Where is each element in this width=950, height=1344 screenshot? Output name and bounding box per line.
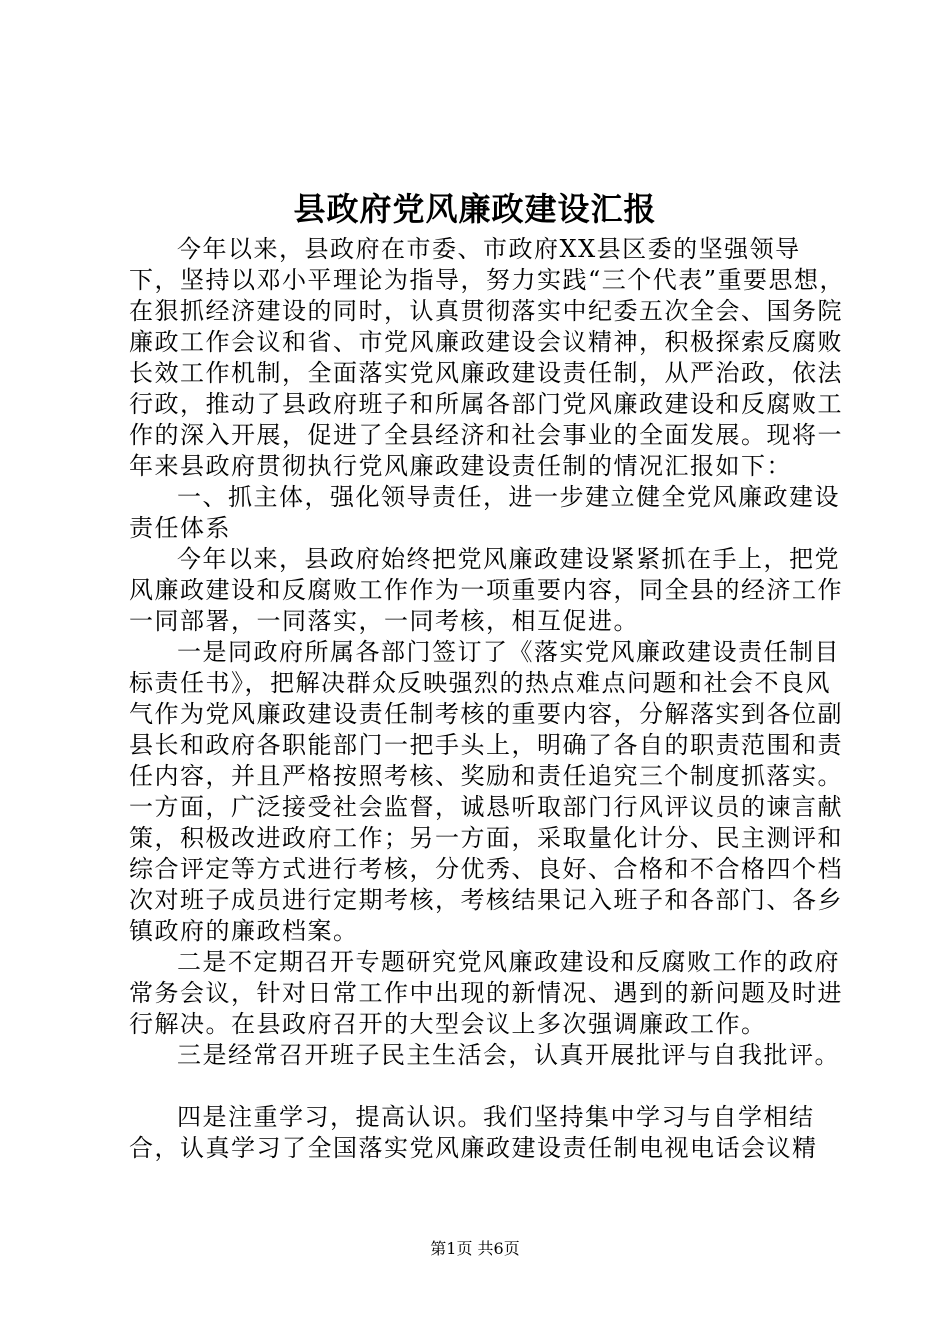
document-title: 县政府党风廉政建设汇报 <box>293 190 657 228</box>
paragraph-intro: 今年以来，县政府在市委、市政府XX县区委的坚强领导下，坚持以邓小平理论为指导，努力实践“三个代表”重要思想，在狠抓经济建设的同时，认真贯彻落实中纪委五次全会、国务院廉政工作会议和省、市党风廉政建设会议精神，积极探索反腐败长效工作机制，全面落实党风廉政建设责任制，从严治政，依法行政，推动了县政府班子和所属各部门党风廉政建设和反腐败工作的深入开展，促进了全县经济和社会事业的全面发展。现将一年来县政府贯彻执行党风廉政建设责任制的情况汇报如下： <box>129 235 846 480</box>
section-heading-1: 一、抓主体，强化领导责任，进一步建立健全党风廉政建设责任体系 <box>129 483 840 542</box>
paragraph-point-4: 四是注重学习，提高认识。我们坚持集中学习与自学相结合，认真学习了全国落实党风廉政建设责任制电视电话会议精 <box>129 1103 818 1162</box>
page-number-footer: 第1页 共6页 <box>430 1239 520 1258</box>
document-body <box>129 234 849 1164</box>
paragraph-overview: 今年以来，县政府始终把党风廉政建设紧紧抓在手上，把党风廉政建设和反腐败工作作为一项重要内容，同全县的经济工作一同部署，一同落实，一同考核，相互促进。 <box>129 545 843 635</box>
paragraph-point-3: 三是经常召开班子民主生活会，认真开展批评与自我批评。 <box>177 1041 840 1069</box>
paragraph-point-2: 二是不定期召开专题研究党风廉政建设和反腐败工作的政府常务会议，针对日常工作中出现的新情况、遇到的新问题及时进行解决。在县政府召开的大型会议上多次强调廉政工作。 <box>129 948 843 1038</box>
paragraph-point-1: 一是同政府所属各部门签订了《落实党风廉政建设责任制目标责任书》，把解决群众反映强烈的热点难点问题和社会不良风气作为党风廉政建设责任制考核的重要内容，分解落实到各位副县长和政府各职能部门一把手头上，明确了各自的职责范围和责任内容，并且严格按照考核、奖励和责任追究三个制度抓落实。一方面，广泛接受社会监督，诚恳听取部门行风评议员的谏言献策，积极改进政府工作；另一方面，采取量化计分、民主测评和综合评定等方式进行考核，分优秀、良好、合格和不合格四个档次对班子成员进行定期考核，考核结果记入班子和各部门、各乡镇政府的廉政档案。 <box>129 638 843 945</box>
